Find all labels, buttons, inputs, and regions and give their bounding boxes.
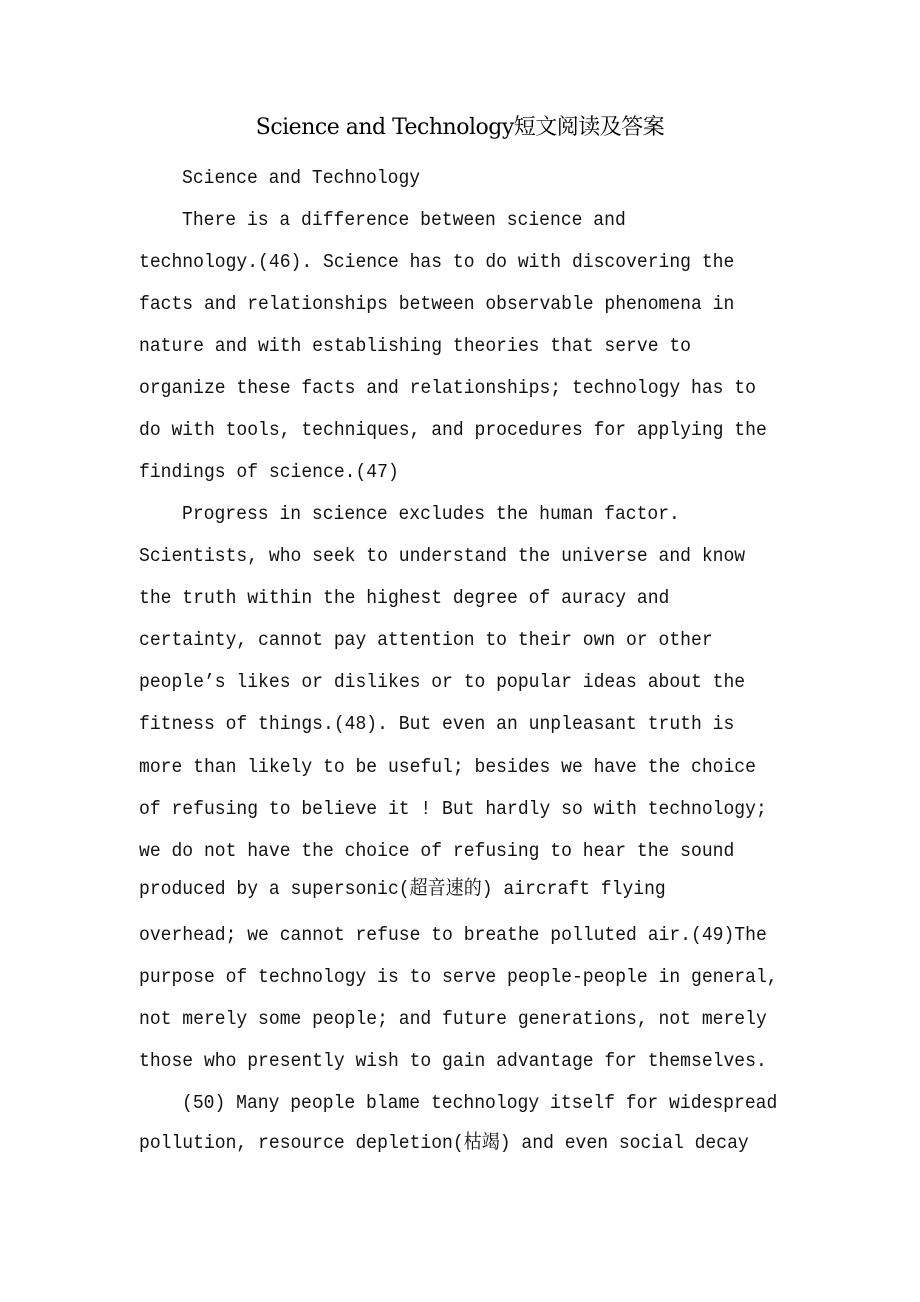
text-line: people’s likes or dislikes or to popular ideas about the [139, 671, 746, 693]
text-line: certainty, cannot pay attention to their own or other [139, 629, 713, 651]
text-line: of refusing to believe it ! But hardly so with technology; [139, 798, 767, 820]
text-line: nature and with establishing theories that serve to [139, 335, 692, 357]
text-line: organize these facts and relationships; technology has to [139, 377, 756, 399]
text-line: overhead; we cannot refuse to breathe polluted air.(49)The [139, 924, 767, 946]
text-line: (50) Many people blame technology itself for widespread [182, 1092, 778, 1114]
text-line: facts and relationships between observable phenomena in [139, 293, 735, 315]
text-line: those who presently wish to gain advantage for themselves. [139, 1050, 767, 1072]
text-line: There is a difference between science and [182, 209, 626, 231]
text-line: Progress in science excludes the human factor. [182, 503, 680, 525]
text-line: pollution, resource depletion(枯竭) and even social decay [139, 1132, 749, 1154]
text-line: the truth within the highest degree of auracy and [139, 587, 670, 609]
text-line: do with tools, techniques, and procedures for applying the [139, 419, 767, 441]
text-line: Scientists, who seek to understand the universe and know [139, 545, 746, 567]
text-line: produced by a supersonic(超音速的) aircraft flying [139, 878, 666, 900]
section-heading: Science and Technology [182, 167, 421, 189]
text-line: more than likely to be useful; besides we have the choice [139, 756, 756, 778]
text-line: we do not have the choice of refusing to hear the sound [139, 840, 735, 862]
text-line: fitness of things.(48). But even an unpleasant truth is [139, 713, 735, 735]
text-line: technology.(46). Science has to do with discovering the [139, 251, 735, 273]
text-line: purpose of technology is to serve people-people in general, [139, 966, 778, 988]
text-line: not merely some people; and future generations, not merely [139, 1008, 767, 1030]
document-title: Science and Technology短文阅读及答案 [255, 115, 665, 140]
text-line: findings of science.(47) [139, 461, 399, 483]
